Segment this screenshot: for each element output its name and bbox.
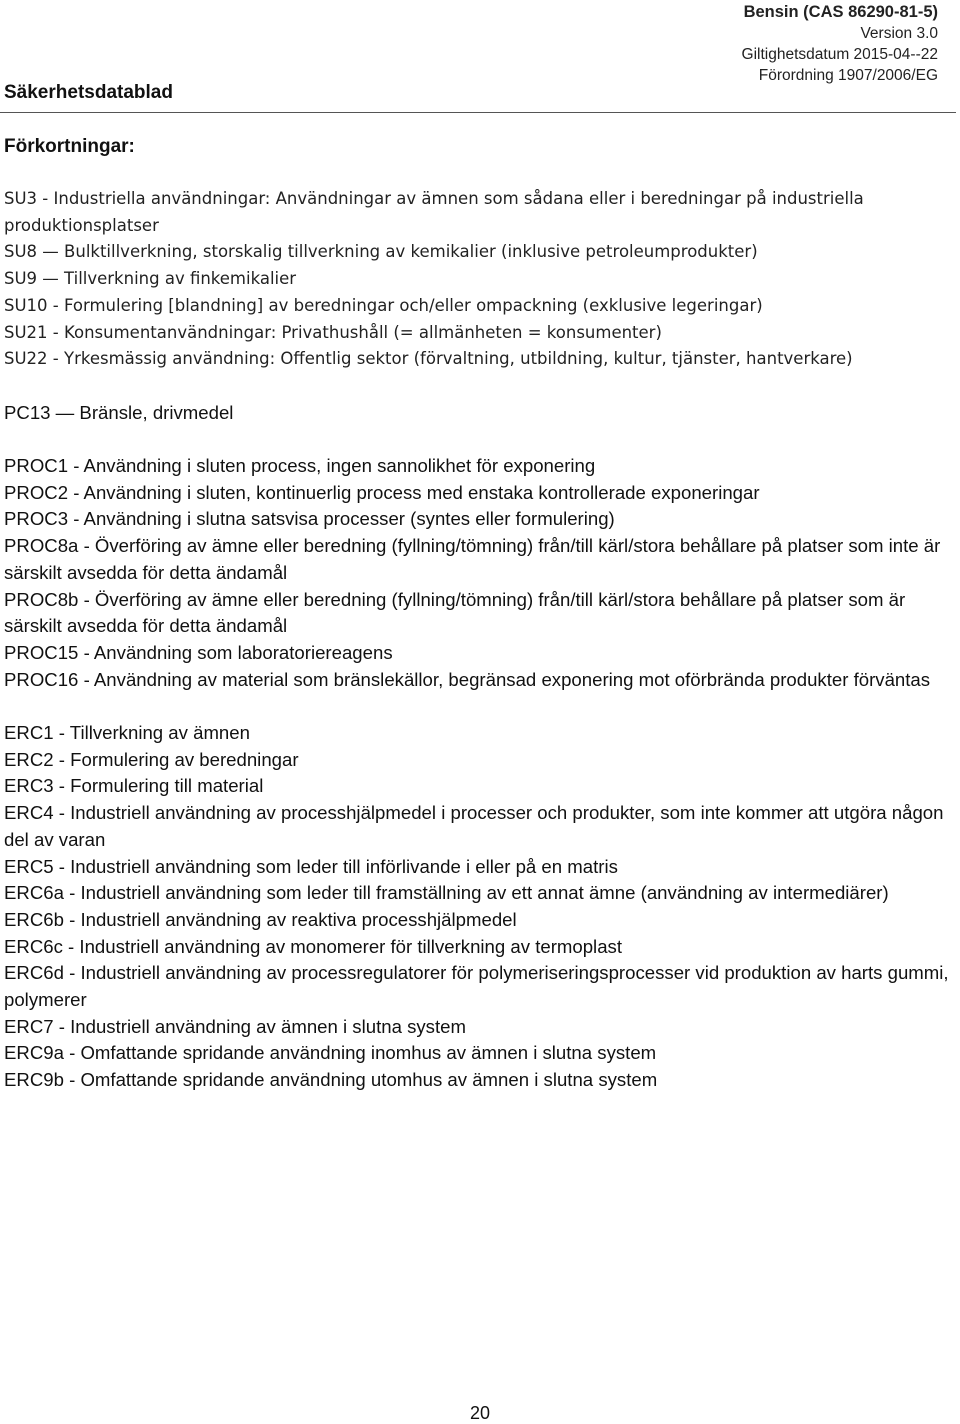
list-item: SU22 - Yrkesmässig användning: Offentlig sektor (förvaltning, utbildning, kultur, tjänster, hantverkare) [4,349,853,369]
header-divider [0,112,956,113]
page-number: 20 [469,1403,491,1423]
validity-date: Giltighetsdatum 2015-04--22 [741,46,938,63]
list-item: SU21 - Konsumentanvändningar: Privathushåll (= allmänheten = konsumenter) [4,322,662,342]
list-item: ERC6d - Industriell användning av processregulatorer för polymeriseringsprocesser vid produktion av harts gummi, polymerer [4,962,954,1011]
list-item: PROC8b - Överföring av ämne eller beredning (fyllning/tömning) från/till kärl/stora behållare på platser som är särskilt avsedda för detta ändamål [4,588,911,637]
pc-group [4,400,952,427]
list-item: PROC16 - Användning av material som bränslekällor, begränsad exponering mot oförbrända produkter förväntas [4,668,931,690]
list-item: PROC8a - Överföring av ämne eller beredning (fyllning/tömning) från/till kärl/stora behållare på platser som inte är särskilt avsedda för detta ändamål [4,535,946,583]
list-item: ERC4 - Industriell användning av processhjälpmedel i processer och produkter, som inte kommer att utgöra någon del av varan [4,802,949,850]
list-item: SU8 — Bulktillverkning, storskalig tillverkning av kemikalier (inklusive petroleumprodukter) [4,242,758,262]
erc-group [4,720,952,1094]
list-item: ERC5 - Industriell användning som leder till införlivande i eller på en matris [4,855,618,877]
regulation-label: Förordning 1907/2006/EG [758,67,938,84]
list-item: ERC6b - Industriell användning av reaktiva processhjälpmedel [4,908,517,930]
list-item: PC13 — Bränsle, drivmedel [4,401,234,423]
list-item: ERC9b - Omfattande spridande användning utomhus av ämnen i slutna system [4,1069,658,1091]
section-title: Förkortningar: [4,136,135,157]
product-name: Bensin (CAS 86290-81-5) [743,3,938,21]
proc-group [4,453,952,693]
version-label: Version 3.0 [860,25,938,42]
list-item: PROC15 - Användning som laboratoriereagens [4,641,393,663]
document-type-label: Säkerhetsdatablad [4,82,173,103]
list-item: ERC6c - Industriell användning av monomerer för tillverkning av termoplast [4,935,622,957]
list-item: PROC3 - Användning i slutna satsvisa processer (syntes eller formulering) [4,508,615,530]
su-group [4,186,952,373]
list-item: PROC1 - Användning i sluten process, ingen sannolikhet för exponering [4,455,596,476]
list-item: SU9 — Tillverkning av finkemikalier [4,269,297,289]
list-item: PROC2 - Användning i sluten, kontinuerlig process med enstaka kontrollerade exponeringar [4,481,760,503]
document-header-info [742,2,938,86]
list-item: ERC3 - Formulering till material [4,775,264,797]
abbreviations-list [4,186,952,1094]
list-item: SU10 - Formulering [blandning] av beredningar och/eller ompackning (exklusive legeringar) [4,295,763,315]
list-item: SU3 - Industriella användningar: Användningar av ämnen som sådana eller i beredningar på industriella produktionsplatser [4,189,870,235]
list-item: ERC7 - Industriell användning av ämnen i slutna system [4,1015,466,1037]
list-item: ERC2 - Formulering av beredningar [4,748,299,770]
list-item: ERC9a - Omfattande spridande användning inomhus av ämnen i slutna system [4,1042,657,1064]
list-item: ERC1 - Tillverkning av ämnen [4,722,250,744]
list-item: ERC6a - Industriell användning som leder till framställning av ett annat ämne (användning av intermediärer) [4,882,889,904]
